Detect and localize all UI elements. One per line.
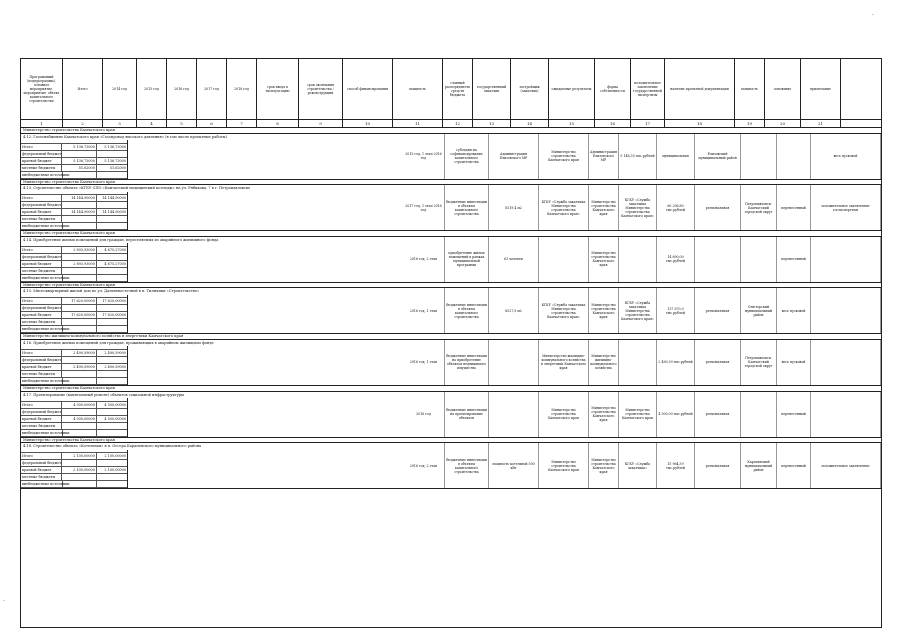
detail-cell: мощность котельной 500 кВт — [489, 443, 539, 488]
column-number: 14 — [511, 120, 549, 127]
detail-cell: Министерство строительства Камчатского края — [589, 392, 619, 437]
funding-value — [97, 371, 127, 377]
funding-source-label: краевой бюджет — [21, 312, 62, 318]
detail-cell — [539, 237, 589, 282]
funding-row — [21, 416, 127, 423]
funding-value — [97, 151, 127, 157]
funding-value: 2 490,59000 — [62, 350, 97, 356]
detail-cell: муниципальная — [657, 134, 695, 179]
funding-row — [21, 430, 127, 437]
funding-row — [21, 371, 127, 378]
detail-cell: перенесенный — [777, 237, 811, 282]
column-number: 7 — [227, 120, 257, 127]
program-block — [21, 340, 881, 386]
funding-value — [62, 254, 97, 260]
detail-cell: Елизовский муниципальный район — [695, 134, 741, 179]
funding-source-label: федеральный бюджет — [22, 203, 62, 208]
funding-row — [21, 460, 127, 467]
program-title: 4.15. Многоквартирный жилой дом по ул. Дальневосточной в п. Тиличики «Строительство» — [21, 288, 385, 294]
detail-cell — [811, 340, 881, 385]
header-cell: ожидаемые результаты — [549, 59, 595, 119]
detail-cell: 2 490,59 тыс.рублей — [657, 340, 695, 385]
funding-value: 51,62000 — [62, 165, 97, 171]
detail-cell: Министерство строительства Камчатского края — [589, 288, 619, 333]
funding-value: 2 490,59000 — [104, 350, 126, 355]
detail-cell: КГКУ «Служба заказчика» — [619, 443, 657, 488]
table-header — [21, 59, 881, 120]
funding-value — [97, 430, 127, 436]
funding-value — [63, 326, 97, 332]
funding-source-label: местные бюджеты — [21, 371, 62, 377]
program-title: 4.18. Строительство объекта «Котельная» в п. Оссора Карагинского муниципального района — [21, 443, 385, 449]
program-title: 4.16. Приобретение жилых помещений для граждан, проживающих в аварийном жилищном фонде — [21, 340, 385, 346]
funding-source-label: местные бюджеты — [21, 268, 62, 274]
funding-row — [21, 453, 127, 460]
funding-value: 5 136,73000 — [104, 144, 126, 149]
detail-cell: Министерство строительства Камчатского края — [539, 392, 589, 437]
column-number: 17 — [631, 120, 665, 127]
funding-source-label: местные бюджеты — [21, 319, 62, 325]
funding-source-label: местные бюджеты — [21, 423, 62, 429]
funding-value: 2 100,00000 — [62, 467, 97, 473]
funding-value — [97, 202, 127, 208]
funding-value — [97, 326, 127, 332]
funding-row — [21, 268, 127, 275]
funding-source-label: федеральный бюджет — [22, 357, 62, 362]
funding-row — [21, 305, 127, 312]
funding-source-label: Итого — [21, 298, 62, 304]
detail-cell — [741, 237, 777, 282]
header-cell: Итого — [63, 59, 103, 119]
detail-cell: перенесенный — [777, 185, 811, 230]
funding-value: 4 500,00000 — [62, 416, 97, 422]
detail-cell — [811, 237, 881, 282]
funding-value: 14 144,90000 — [62, 209, 97, 215]
funding-value — [97, 423, 127, 429]
funding-value — [63, 378, 97, 384]
funding-value — [62, 268, 97, 274]
funding-value — [97, 357, 127, 363]
detail-cell: 2016 год — [403, 392, 445, 437]
detail-cell: Министерство строительства Камчатского края — [539, 443, 589, 488]
funding-value: 4 500,00000 — [104, 416, 126, 421]
funding-value — [97, 216, 127, 222]
funding-row — [21, 364, 127, 371]
detail-cell: субсидия на софинансирование капитального строительства — [445, 134, 489, 179]
section-heading: Министерство строительства Камчатского края — [21, 128, 881, 134]
funding-source-label: Итого — [21, 350, 62, 356]
funding-row — [21, 144, 127, 151]
detail-cell: Министерство строительства Камчатского края — [619, 392, 657, 437]
detail-cell — [695, 237, 741, 282]
funding-value: 2 490,59000 — [62, 364, 97, 370]
funding-row — [21, 254, 127, 261]
funding-value — [63, 223, 97, 229]
detail-cell: 2016 год, 2 этап — [403, 237, 445, 282]
detail-cell: 8527,9 м2 — [489, 288, 539, 333]
header-cell: главный распорядитель средств бюджета — [443, 59, 473, 119]
detail-cell: весь пусковой — [777, 340, 811, 385]
column-number: 11 — [393, 120, 443, 127]
header-cell: 2014 год — [103, 59, 137, 119]
header-cell: положительное заключение государственной экспертизы — [631, 59, 665, 119]
detail-cell: 2016 год, 1 этап — [403, 340, 445, 385]
funding-value: 2 100,00000 — [104, 454, 126, 459]
detail-cell: бюджетные инвестиции на проектирование объектов — [445, 392, 489, 437]
funding-value: 17 620,00000 — [62, 312, 97, 318]
funding-row — [21, 312, 127, 319]
detail-cell: Министерство строительства Камчатского края — [539, 134, 589, 179]
column-number: 6 — [197, 120, 227, 127]
detail-cell: 14 690,00 тыс.рублей — [657, 237, 695, 282]
funding-row — [21, 158, 127, 165]
detail-cell: 15 964,59 тыс.рублей — [657, 443, 695, 488]
funding-value — [63, 275, 97, 281]
detail-cell: весь пусковой — [777, 288, 811, 333]
column-number: 20 — [765, 120, 801, 127]
column-number: 1 — [21, 120, 63, 127]
funding-source-label: Итого — [21, 144, 62, 150]
funding-value — [62, 474, 97, 480]
header-cell: мощность — [393, 59, 443, 119]
funding-value — [63, 172, 97, 178]
funding-source-label: внебюджетные источники — [22, 482, 70, 487]
column-number: 5 — [167, 120, 197, 127]
detail-cell: Администрация Елизовского МР — [489, 134, 539, 179]
detail-cell: Петропавловск-Камчатский городской округ — [741, 185, 777, 230]
program-block — [21, 443, 881, 489]
detail-cell: 2016 год, 2 этап — [403, 443, 445, 488]
funding-source-label: внебюджетные источники — [22, 224, 70, 229]
funding-row — [21, 202, 127, 209]
funding-value — [97, 268, 127, 274]
funding-value — [97, 254, 127, 260]
detail-cell: весь пусковой — [811, 134, 881, 179]
detail-cell: 4 500,00 тыс.рублей — [657, 392, 695, 437]
column-number: 3 — [103, 120, 137, 127]
funding-value — [97, 275, 127, 281]
funding-source-label: внебюджетные источники — [22, 275, 70, 280]
funding-value — [62, 305, 97, 311]
funding-value — [62, 371, 97, 377]
detail-cell: Петропавловск-Камчатский городской округ — [741, 340, 777, 385]
funding-value: 5 136,73000 — [104, 158, 126, 163]
header-cell: Программный (подпрограммы), основное мероприятие, мероприятие, объект капитального строительства — [21, 59, 63, 119]
funding-source-label: местные бюджеты — [21, 165, 62, 171]
column-number: 16 — [595, 120, 631, 127]
detail-cell: 5 148,35 тыс.рублей — [619, 134, 657, 179]
detail-cell: КГКУ «Служба заказчика Министерства строительства Камчатского края» — [619, 185, 657, 230]
header-cell: 2015 год — [137, 59, 167, 119]
detail-cell: Карагинский муниципальный район — [741, 443, 777, 488]
program-title: 4.12. Газоснабжение Камчатского края «Газопровод высокого давления» (в том числе проектные работы) — [21, 134, 385, 140]
detail-cell — [811, 392, 881, 437]
funding-value — [97, 474, 127, 480]
header-cell: форма собственности — [595, 59, 631, 119]
funding-value — [97, 460, 127, 466]
detail-cell: региональная — [695, 340, 741, 385]
funding-value: 2 100,00000 — [104, 468, 126, 473]
funding-value: 5 136,73000 — [62, 144, 97, 150]
stamp-mark: · — [3, 598, 5, 605]
funding-value — [63, 430, 97, 436]
detail-cell: региональная — [695, 392, 741, 437]
column-number: 12 — [443, 120, 473, 127]
section-heading: Министерство жилищно-коммунального хозяйства и энергетики Камчатского края — [21, 334, 881, 340]
funding-value: 2 893,93000 — [62, 261, 97, 267]
funding-value — [97, 409, 127, 415]
header-cell: 2017 год — [197, 59, 227, 119]
detail-cell: 137 670,0 тыс.рублей — [657, 288, 695, 333]
funding-value — [62, 151, 97, 157]
funding-value: 51,62000 — [109, 165, 126, 170]
funding-value: 14 144,90000 — [102, 196, 126, 201]
funding-row — [21, 326, 127, 333]
detail-cell — [811, 288, 881, 333]
funding-row — [21, 423, 127, 430]
column-number: 13 — [473, 120, 511, 127]
funding-source-label: внебюджетные источники — [22, 430, 70, 435]
detail-cell: Министерство строительства Камчатского края — [589, 237, 619, 282]
detail-cell: 2017 год, 1 этап 2016 год — [403, 185, 445, 230]
funding-source-label: федеральный бюджет — [22, 306, 62, 311]
section-heading: Министерство строительства Камчатского края — [21, 180, 881, 186]
table-body — [21, 128, 881, 489]
funding-row — [21, 195, 127, 202]
funding-row — [21, 409, 127, 416]
funding-value — [62, 423, 97, 429]
detail-cell — [619, 237, 657, 282]
detail-cell — [489, 340, 539, 385]
funding-source-label: местные бюджеты — [21, 216, 62, 222]
header-cell: способ финансирования — [343, 59, 393, 119]
funding-value: 17 620,00000 — [102, 313, 126, 318]
program-title: 4.17. Проектирование (капитальный ремонт) объектов социальной инфраструктуры — [21, 392, 385, 398]
funding-value — [97, 378, 127, 384]
funding-source-label: федеральный бюджет — [22, 151, 62, 156]
detail-cell: перенесенный — [777, 392, 811, 437]
funding-source-label: внебюджетные источники — [22, 327, 70, 332]
section-heading: Министерство строительства Камчатского края — [21, 386, 881, 392]
funding-value — [62, 202, 97, 208]
program-block — [21, 392, 881, 438]
funding-source-label: краевой бюджет — [21, 261, 62, 267]
header-cell: мощность — [735, 59, 765, 119]
column-number: 19 — [735, 120, 765, 127]
program-block — [21, 134, 881, 180]
column-number: 2 — [63, 120, 103, 127]
column-number: 15 — [549, 120, 595, 127]
funding-source-label: краевой бюджет — [21, 158, 62, 164]
detail-cell: Администрация Елизовского МР — [589, 134, 619, 179]
detail-cell: бюджетные инвестиции в объекты капитального строительства — [445, 185, 489, 230]
header-cell: срок ввода в эксплуатацию — [257, 59, 299, 119]
funding-row — [21, 378, 127, 385]
document-sheet — [20, 58, 882, 628]
detail-cell — [489, 392, 539, 437]
column-numbers — [21, 120, 881, 128]
detail-cell: Олюторский муниципальный район — [741, 288, 777, 333]
detail-cell: 2016 год, 1 этап — [403, 288, 445, 333]
column-number: 10 — [343, 120, 393, 127]
funding-source-label: краевой бюджет — [21, 467, 62, 473]
detail-cell — [619, 340, 657, 385]
funding-source-label: федеральный бюджет — [22, 409, 62, 414]
detail-cell: КГКУ «Служба заказчика Министерства строительства Камчатского края» — [539, 185, 589, 230]
program-block — [21, 185, 881, 231]
funding-row — [21, 319, 127, 326]
program-title: 4.14. Приобретение жилых помещений для граждан, переселяемых из аварийного жилищного фонда — [21, 237, 385, 243]
program-title: 4.13. Строительство объекта «КГБУ СПО «Камчатский медицинский колледж» на ул. Рябикова, 7 в г. Петропавловске — [21, 185, 385, 191]
funding-source-label: внебюджетные источники — [22, 378, 70, 383]
funding-source-label: краевой бюджет — [21, 209, 62, 215]
funding-source-label: федеральный бюджет — [22, 461, 62, 466]
funding-value: 4 675,27000 — [104, 247, 126, 252]
funding-value — [62, 319, 97, 325]
funding-value: 14 144,90000 — [62, 195, 97, 201]
funding-value — [97, 319, 127, 325]
section-heading: Министерство строительства Камчатского края — [21, 231, 881, 237]
detail-cell: 63 человек — [489, 237, 539, 282]
detail-cell: положительное заключение — [811, 443, 881, 488]
funding-value: 5 136,73000 — [62, 158, 97, 164]
column-number: 18 — [665, 120, 735, 127]
detail-cell: Министерство жилищно-коммунального хозяйства — [589, 340, 619, 385]
funding-value — [97, 305, 127, 311]
funding-source-label: Итого — [21, 247, 62, 253]
detail-cell: положительное заключение госэкспертизы — [811, 185, 881, 230]
detail-cell: бюджетные инвестиции на приобретение объектов недвижимого имущества — [445, 340, 489, 385]
header-cell: срок окончания строительства / реконструкции — [299, 59, 343, 119]
funding-row — [21, 467, 127, 474]
funding-value — [62, 409, 97, 415]
funding-row — [21, 481, 127, 488]
detail-cell: региональная — [695, 288, 741, 333]
funding-source-label: внебюджетные источники — [22, 172, 70, 177]
header-cell: застройщик (заказчик) — [511, 59, 549, 119]
detail-cell: Министерство строительства Камчатского края — [589, 185, 619, 230]
header-cell: 2018 год — [227, 59, 257, 119]
detail-cell: 60 296,80 тыс.рублей — [657, 185, 695, 230]
detail-cell: приобретение жилых помещений в рамках муниципальной программы — [445, 237, 489, 282]
column-number: 21 — [801, 120, 841, 127]
program-block — [21, 288, 881, 334]
detail-cell — [741, 134, 777, 179]
detail-cell: бюджетные инвестиции в объекты капитального строительства — [445, 288, 489, 333]
funding-row — [21, 151, 127, 158]
detail-cell: 2015 год, 1 этап 2016 год — [403, 134, 445, 179]
funding-row — [21, 216, 127, 223]
detail-cell: Министерство строительства Камчатского края — [589, 443, 619, 488]
detail-cell: КГКУ «Служба заказчика Министерства строительства Камчатского края» — [619, 288, 657, 333]
program-block — [21, 237, 881, 283]
funding-source-label: краевой бюджет — [21, 416, 62, 422]
funding-row — [21, 298, 127, 305]
funding-source-label: местные бюджеты — [21, 474, 62, 480]
funding-source-label: краевой бюджет — [21, 364, 62, 370]
funding-row — [21, 247, 127, 254]
funding-row — [21, 261, 127, 268]
funding-value — [62, 460, 97, 466]
detail-cell: бюджетные инвестиции в объекты капитального строительства — [445, 443, 489, 488]
funding-row — [21, 223, 127, 230]
funding-value: 4 675,27000 — [104, 261, 126, 266]
funding-source-label: федеральный бюджет — [22, 254, 62, 259]
funding-row — [21, 172, 127, 179]
detail-cell: перенесенный — [777, 443, 811, 488]
column-number: 9 — [299, 120, 343, 127]
funding-value — [97, 223, 127, 229]
detail-cell — [777, 134, 811, 179]
header-cell: наличие проектной документации — [665, 59, 735, 119]
funding-row — [21, 357, 127, 364]
funding-value — [62, 357, 97, 363]
funding-value — [97, 481, 127, 487]
funding-value: 17 620,00000 — [102, 299, 126, 304]
funding-value — [63, 481, 97, 487]
detail-cell: региональная — [695, 185, 741, 230]
detail-cell: региональная — [695, 443, 741, 488]
section-heading: Министерство строительства Камчатского края — [21, 283, 881, 289]
funding-row — [21, 402, 127, 409]
column-number: 8 — [257, 120, 299, 127]
funding-value: 14 144,90000 — [102, 210, 126, 215]
detail-cell: 8319,4 м2 — [489, 185, 539, 230]
detail-cell — [741, 392, 777, 437]
funding-source-label: Итого — [21, 402, 62, 408]
detail-cell: Министерство жилищно-коммунального хозяйства и энергетики Камчатского края — [539, 340, 589, 385]
funding-source-label: Итого — [21, 453, 62, 459]
funding-row — [21, 474, 127, 481]
funding-value: 2 893,93000 — [62, 247, 97, 253]
funding-value: 2 100,00000 — [62, 453, 97, 459]
funding-value — [97, 172, 127, 178]
detail-cell: КГКУ «Служба заказчика Министерства строительства Камчатского края» — [539, 288, 589, 333]
funding-value: 2 490,59000 — [104, 364, 126, 369]
funding-value: 4 500,00000 — [62, 402, 97, 408]
header-cell: государственный заказчик — [473, 59, 511, 119]
funding-value: 4 500,00000 — [104, 402, 126, 407]
funding-row — [21, 209, 127, 216]
column-number: 4 — [137, 120, 167, 127]
funding-value: 17 620,00000 — [62, 298, 97, 304]
funding-row — [21, 350, 127, 357]
section-heading: Министерство строительства Камчатского края — [21, 438, 881, 444]
page-dot: · — [872, 12, 874, 19]
funding-value — [62, 216, 97, 222]
funding-row — [21, 165, 127, 172]
funding-row — [21, 275, 127, 282]
header-cell: 2016 год — [167, 59, 197, 119]
header-cell: основание — [765, 59, 801, 119]
funding-source-label: Итого — [21, 195, 62, 201]
header-cell: примечание — [801, 59, 841, 119]
